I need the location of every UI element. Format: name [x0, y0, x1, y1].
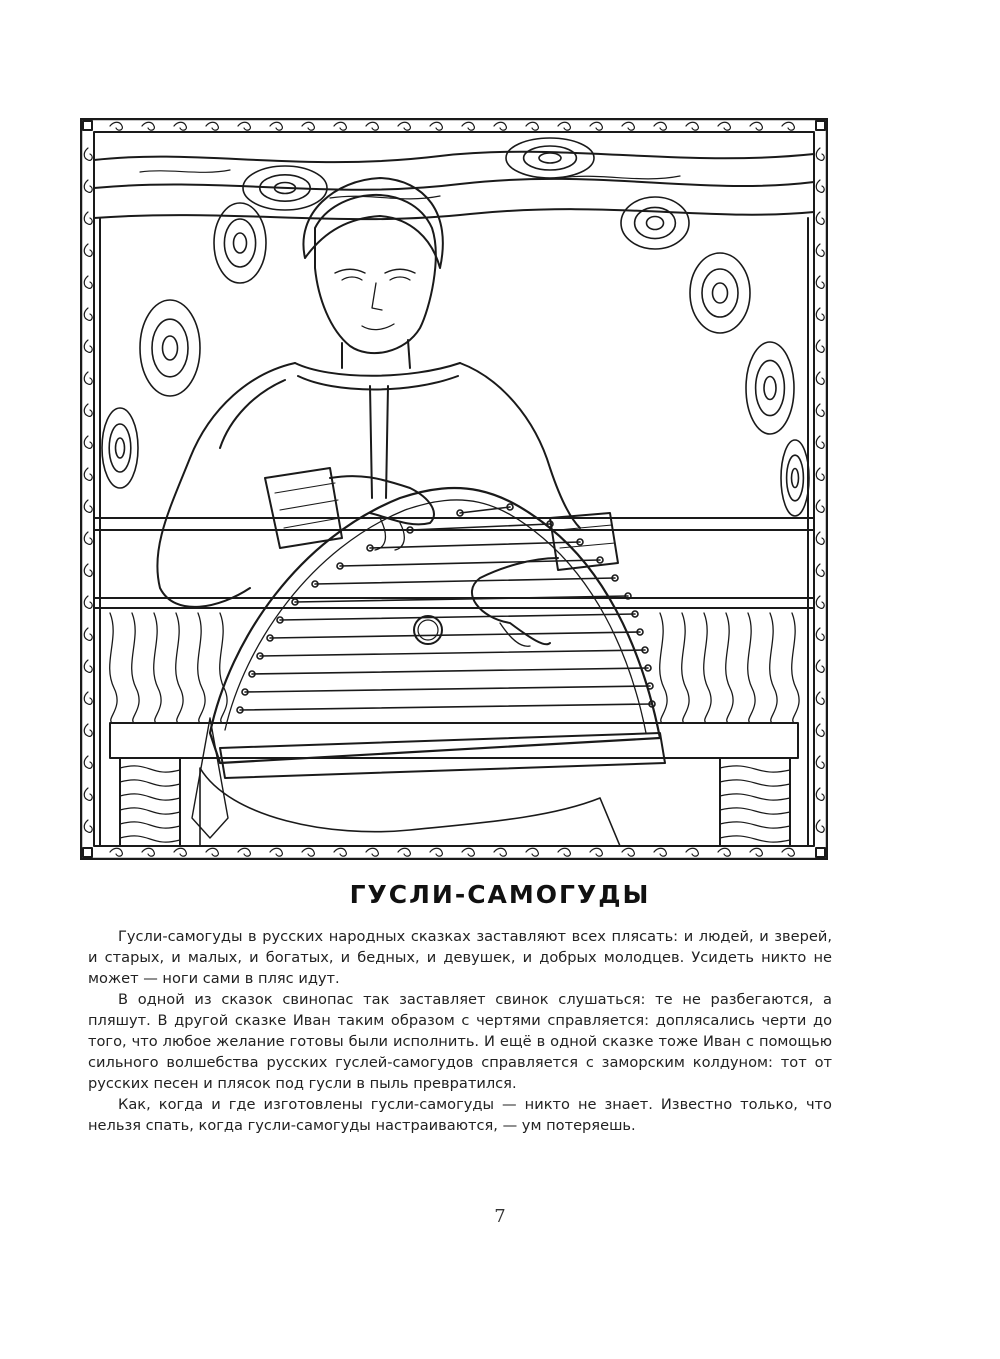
paragraph: Гусли-самогуды в русских народных сказках заставляют всех плясать: и людей, и зверей, и старых, и малых, и богатых, и бедных, и девушек, и добрых молодцев. Усидеть никто не может — ноги сами в пляс идут.: [88, 928, 832, 987]
article-body: [88, 926, 832, 1136]
illustration-frame: [80, 118, 828, 860]
page-number: 7: [494, 1206, 506, 1227]
paragraph: В одной из сказок свинопас так заставляет свинок слушаться: те не разбегаются, а пляшут. В другой сказке Иван таким образом с чертями справляется: доплясались черти до того, что любое желание готовы были исполнить. И ещё в одной сказке тоже Иван с помощью сильного волшебства русских гуслей-самогудов справляется с заморским колдуном: тот от русских песен и плясок под гусли в пыль превратился.: [88, 991, 832, 1092]
page-title: ГУСЛИ-САМОГУДЫ: [349, 880, 651, 909]
paragraph: Как, когда и где изготовлены гусли-самогуды — никто не знает. Известно только, что нельзя спать, когда гусли-самогуды настраиваются, — ум потеряешь.: [88, 1096, 832, 1134]
guslar-illustration-icon: [80, 118, 828, 860]
